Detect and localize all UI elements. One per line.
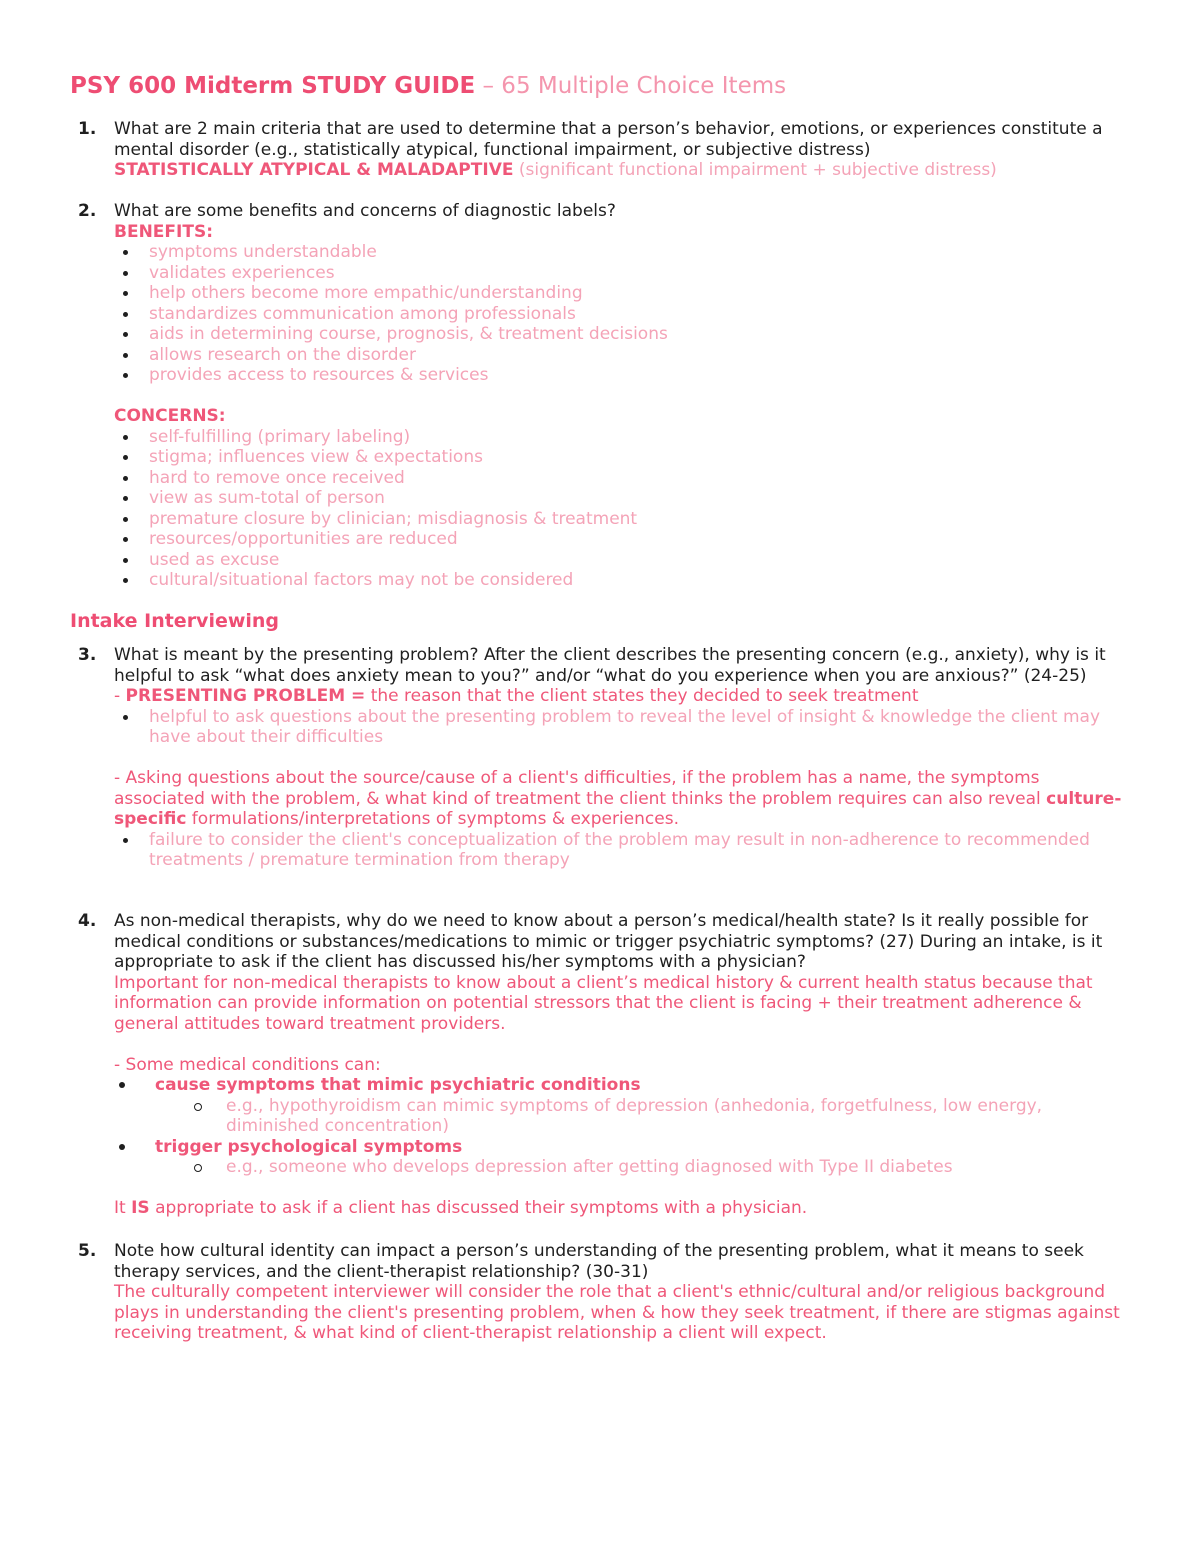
list-item: stigma; influences view & expectations — [114, 447, 1134, 468]
question-5 — [114, 1241, 1134, 1344]
question-4 — [114, 911, 1134, 1219]
question-1 — [114, 119, 1134, 181]
page-title — [70, 72, 786, 100]
list-item: help others become more empathic/understanding — [114, 283, 1134, 304]
list-item: aids in determining course, prognosis, & treatment decisions — [114, 324, 1134, 345]
list-item: view as sum-total of person — [114, 488, 1134, 509]
list-item: failure to consider the client's conceptualization of the problem may result in non-adherence to recommended treatments / premature termination from therapy — [114, 830, 1134, 871]
benefits-label: BENEFITS: — [114, 221, 213, 242]
list-item: self-fulfilling (primary labeling) — [114, 427, 1134, 448]
question-5-answer: The culturally competent interviewer will consider the role that a client's ethnic/cultural and/or religious background plays in understanding the client's presenting problem, when & how they seek treatment, if there are stigmas against receiving treatment, & what kind of client-therapist relationship a client will expect. — [114, 1282, 1120, 1343]
trigger-example: e.g., someone who develops depression after getting diagnosed with Type II diabetes — [114, 1157, 1134, 1178]
question-3 — [114, 645, 1134, 871]
question-1-text: What are 2 main criteria that are used to determine that a person’s behavior, emotions, or experiences constitute a mental disorder (e.g., statistically atypical, functional impairment, or subjective distress) — [114, 119, 1103, 160]
list-item: resources/opportunities are reduced — [114, 529, 1134, 550]
conditions-intro: - Some medical conditions can: — [114, 1054, 381, 1075]
presenting-problem-definition: - PRESENTING PROBLEM = the reason that the client states they decided to seek treatment — [114, 686, 919, 706]
question-5-text: Note how cultural identity can impact a person’s understanding of the presenting problem, what it means to seek therapy services, and the client-therapist relationship? (30-31) — [114, 1241, 1084, 1282]
list-item: premature closure by clinician; misdiagnosis & treatment — [114, 509, 1134, 530]
answer-1-bold: STATISTICALLY ATYPICAL & MALADAPTIVE — [114, 160, 514, 180]
list-item: validates experiences — [114, 263, 1134, 284]
benefits-list — [114, 242, 1134, 386]
list-item: used as excuse — [114, 550, 1134, 571]
question-2-number: 2. — [78, 201, 97, 221]
question-1-number: 1. — [78, 119, 97, 139]
question-4-number: 4. — [78, 911, 97, 931]
list-item: hard to remove once received — [114, 468, 1134, 489]
question-2-text: What are some benefits and concerns of diagnostic labels? — [114, 201, 616, 221]
q3-list-a — [114, 707, 1134, 748]
list-item: provides access to resources & services — [114, 365, 1134, 386]
title-main: PSY 600 Midterm STUDY GUIDE — [70, 73, 476, 99]
question-5-number: 5. — [78, 1241, 97, 1261]
list-item: standardizes communication among professionals — [114, 304, 1134, 325]
q3-paragraph: - Asking questions about the source/cause of a client's difficulties, if the problem has a name, the symptoms associated with the problem, & what kind of treatment the client thinks the problem requires can also reveal culture-specific formulations/interpretations of symptoms & experiences. — [114, 768, 1122, 829]
concerns-list — [114, 427, 1134, 591]
answer-1-rest: (significant functional impairment + subjective distress) — [513, 160, 997, 180]
title-subtitle: – 65 Multiple Choice Items — [475, 73, 787, 99]
trigger-item: trigger psychological symptoms — [114, 1137, 1134, 1158]
section-heading: Intake Interviewing — [70, 610, 280, 632]
concerns-label: CONCERNS: — [114, 406, 226, 426]
list-item: allows research on the disorder — [114, 345, 1134, 366]
list-item: cultural/situational factors may not be considered — [114, 570, 1134, 591]
question-4-text: As non-medical therapists, why do we need to know about a person’s medical/health state? Is it really possible for medical conditions or substances/medications to mimic or trigger psychiatric symptoms? (27) During an intake, is it appropriate to ask if the client has discussed his/her symptoms with a physician? — [114, 911, 1103, 972]
question-3-number: 3. — [78, 645, 97, 665]
question-2 — [114, 201, 1134, 591]
list-item: helpful to ask questions about the presenting problem to reveal the level of insight & knowledge the client may have about their difficulties — [114, 707, 1134, 748]
list-item: symptoms understandable — [114, 242, 1134, 263]
q3-list-b — [114, 830, 1134, 871]
question-1-answer — [114, 160, 1134, 181]
question-3-text: What is meant by the presenting problem? After the client describes the presenting concern (e.g., anxiety), why is it helpful to ask “what does anxiety mean to you?” and/or “what do you experience when you are anxious?” (24-25) — [114, 645, 1106, 686]
cause-example: e.g., hypothyroidism can mimic symptoms of depression (anhedonia, forgetfulness, low energy, diminished concentration) — [114, 1096, 1134, 1137]
cause-item: cause symptoms that mimic psychiatric conditions — [114, 1075, 1134, 1096]
question-4-answer: Important for non-medical therapists to know about a client’s medical history & current health status because that information can provide information on potential stressors that the client is facing + their treatment adherence & general attitudes toward treatment providers. — [114, 972, 1093, 1034]
question-4-conclusion: It IS appropriate to ask if a client has discussed their symptoms with a physician. — [114, 1198, 808, 1218]
